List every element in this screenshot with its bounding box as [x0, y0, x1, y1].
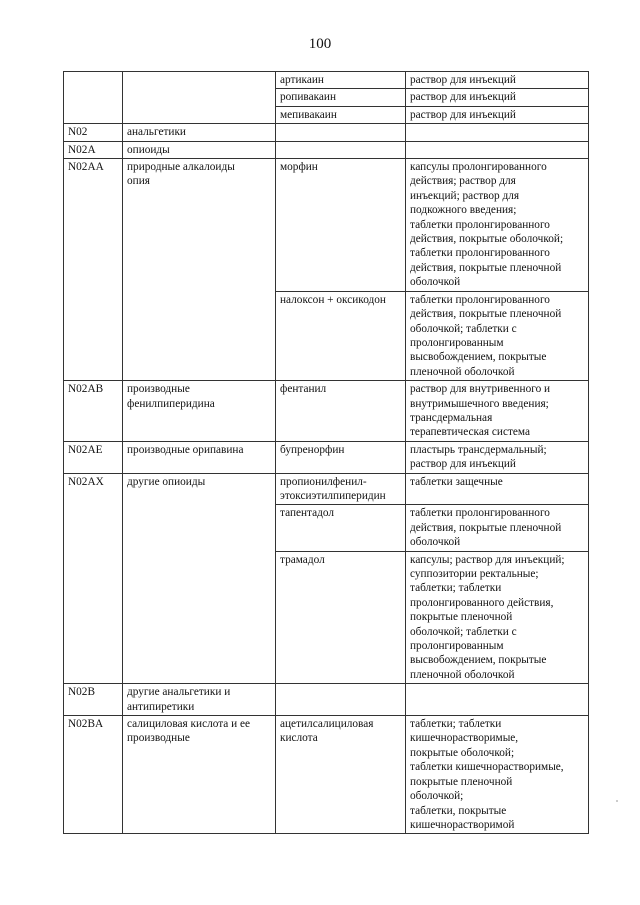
dosage-form-cell: раствор для инъекций [406, 106, 589, 123]
group-cell: анальгетики [123, 124, 276, 141]
code-cell: N02 [64, 124, 123, 141]
group-cell: производные орипавина [123, 441, 276, 473]
dosage-form-cell: капсулы пролонгированного действия; раствор для инъекций; раствор для подкожного введения; таблетки пролонгированного действия, покрытые оболочкой; таблетки пролонгированного действия, покрытые пленочной оболочкой [406, 159, 589, 292]
table-row [64, 159, 589, 292]
dosage-form-cell: таблетки пролонгированного действия, покрытые пленочной оболочкой [406, 505, 589, 551]
drug-name-cell: бупренорфин [276, 441, 406, 473]
dosage-form-cell: капсулы; раствор для инъекций; суппозитории ректальные; таблетки; таблетки пролонгированного действия, покрытые пленочной оболочкой; таблетки с пролонгированным высвобождением, покрытые пленочной оболочкой [406, 551, 589, 684]
drug-name-cell: трамадол [276, 551, 406, 684]
dosage-form-cell: таблетки пролонгированного действия, покрытые пленочной оболочкой; таблетки с пролонгированным высвобождением, покрытые пленочной оболочкой [406, 291, 589, 380]
table-row [64, 124, 589, 141]
dosage-form-cell [406, 141, 589, 158]
table-row [64, 381, 589, 442]
dosage-form-cell [406, 124, 589, 141]
code-cell: N02AA [64, 159, 123, 381]
drug-name-cell: налоксон + оксикодон [276, 291, 406, 380]
drug-table [63, 71, 589, 834]
table-row [64, 441, 589, 473]
dosage-form-cell: раствор для инъекций [406, 72, 589, 89]
code-cell: N02AX [64, 473, 123, 684]
table-row [64, 684, 589, 716]
table-row [64, 716, 589, 834]
group-cell: опиоиды [123, 141, 276, 158]
code-cell: N02BA [64, 716, 123, 834]
code-cell: N02AB [64, 381, 123, 442]
drug-name-cell: пропионилфенил- этоксиэтилпиперидин [276, 473, 406, 505]
drug-name-cell: мепивакаин [276, 106, 406, 123]
dosage-form-cell: раствор для внутривенного и внутримышечного введения; трансдермальная терапевтическая система [406, 381, 589, 442]
table-row [64, 72, 589, 89]
drug-name-cell: тапентадол [276, 505, 406, 551]
dosage-form-cell [406, 684, 589, 716]
group-cell: производные фенилпиперидина [123, 381, 276, 442]
code-cell: N02B [64, 684, 123, 716]
drug-name-cell [276, 684, 406, 716]
group-cell: природные алкалоиды опия [123, 159, 276, 381]
group-cell: салициловая кислота и ее производные [123, 716, 276, 834]
drug-name-cell: фентанил [276, 381, 406, 442]
table-row [64, 141, 589, 158]
code-cell [64, 72, 123, 124]
drug-name-cell: ропивакаин [276, 89, 406, 106]
page-number: 100 [308, 36, 332, 52]
group-cell: другие анальгетики и антипиретики [123, 684, 276, 716]
code-cell: N02A [64, 141, 123, 158]
scan-artifact [616, 800, 618, 802]
dosage-form-cell: таблетки защечные [406, 473, 589, 505]
drug-name-cell: ацетилсалициловая кислота [276, 716, 406, 834]
drug-name-cell [276, 124, 406, 141]
code-cell: N02AE [64, 441, 123, 473]
table-row [64, 473, 589, 505]
drug-name-cell: морфин [276, 159, 406, 292]
drug-name-cell [276, 141, 406, 158]
group-cell [123, 72, 276, 124]
dosage-form-cell: таблетки; таблетки кишечнорастворимые, покрытые оболочкой; таблетки кишечнорастворимые, покрытые пленочной оболочкой; таблетки, покрытые кишечнорастворимой [406, 716, 589, 834]
dosage-form-cell: раствор для инъекций [406, 89, 589, 106]
group-cell: другие опиоиды [123, 473, 276, 684]
drug-name-cell: артикаин [276, 72, 406, 89]
dosage-form-cell: пластырь трансдермальный; раствор для инъекций [406, 441, 589, 473]
